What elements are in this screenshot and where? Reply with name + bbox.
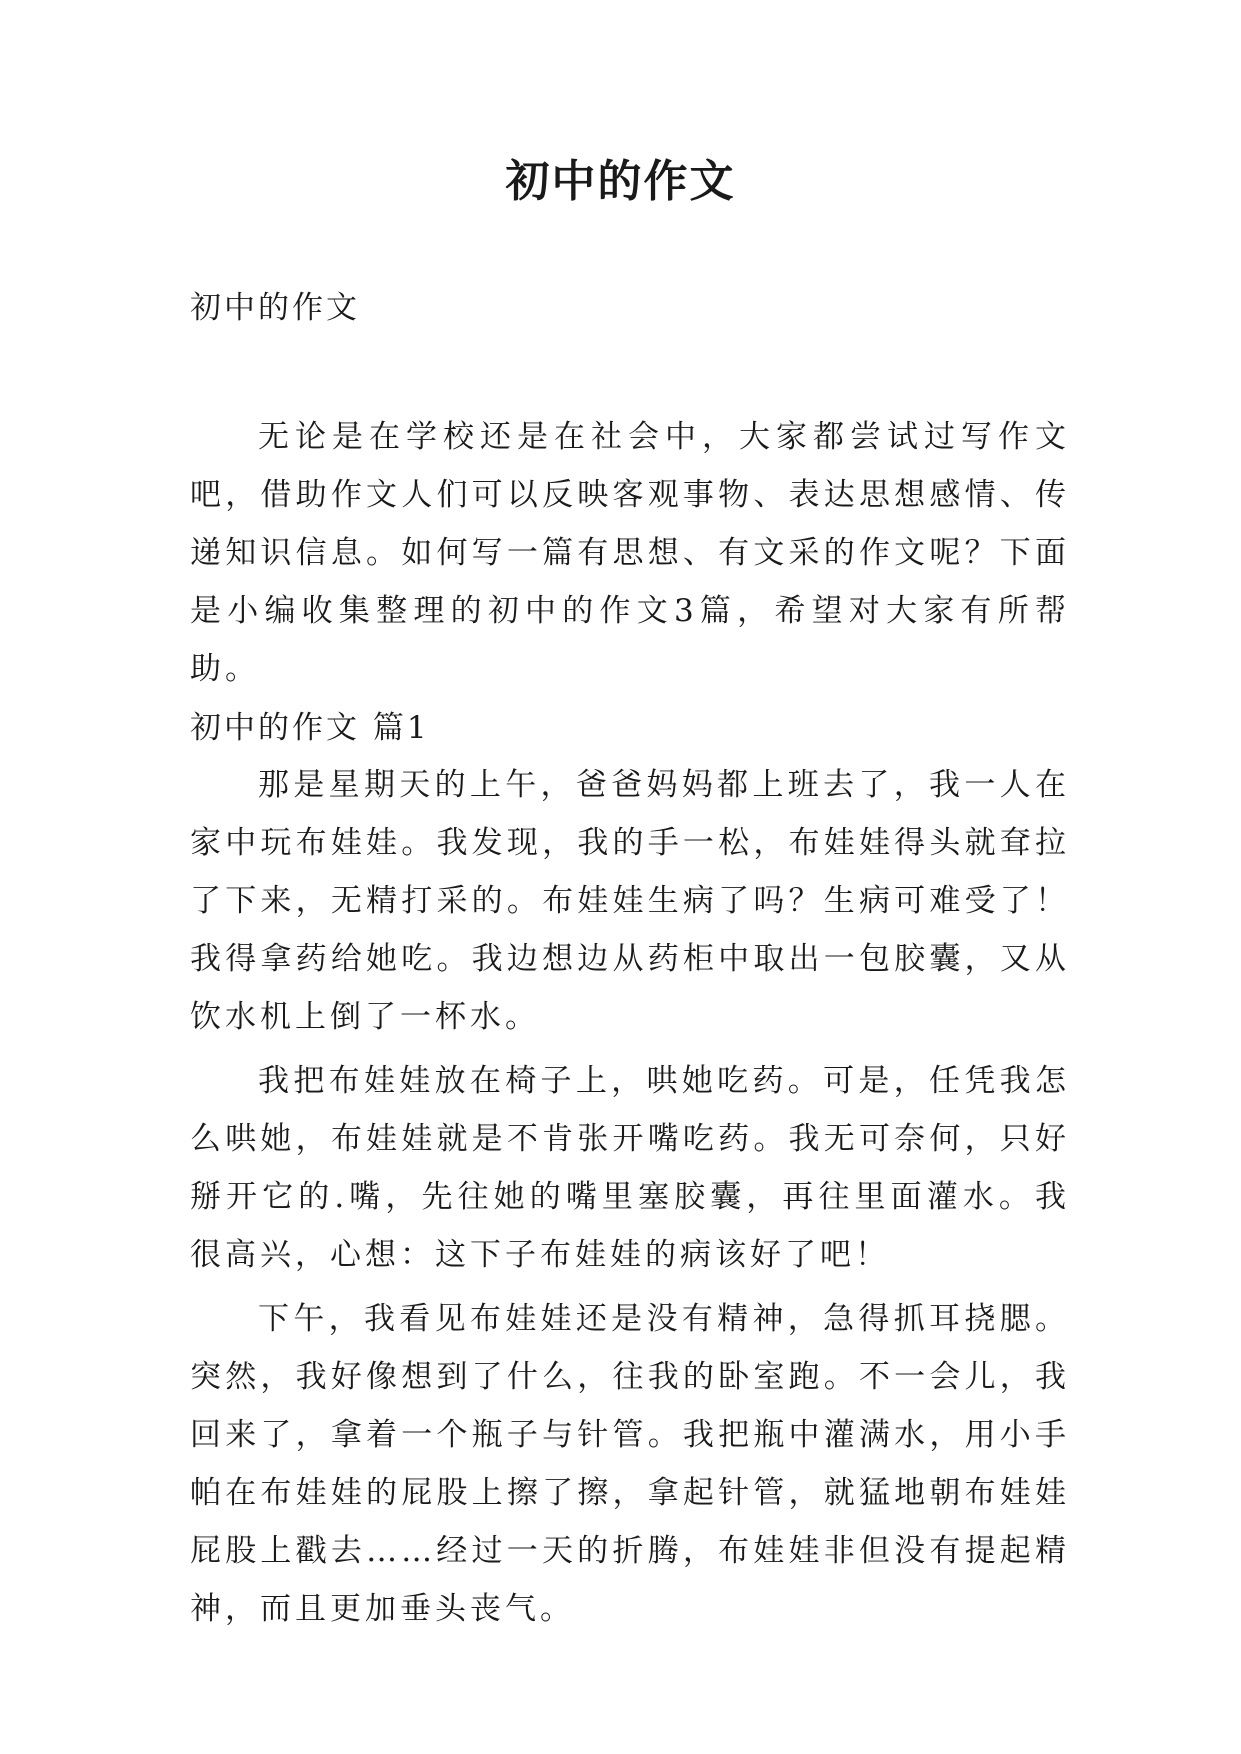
body-paragraph: 那是星期天的上午，爸爸妈妈都上班去了，我一人在家中玩布娃娃。我发现，我的手一松，布娃娃得头就耷拉了下来，无精打采的。布娃娃生病了吗？生病可难受了！我得拿药给她吃。我边想边从药柜中取出一包胶囊，又从饮水机上倒了一杯水。 bbox=[190, 767, 1070, 1035]
section-heading: 初中的作文 篇1 bbox=[190, 710, 430, 746]
page-title: 初中的作文 bbox=[505, 156, 736, 207]
document-body bbox=[190, 408, 1070, 1638]
intro-paragraph: 无论是在学校还是在社会中，大家都尝试过写作文吧，借助作文人们可以反映客观事物、表达思想感情、传递知识信息。如何写一篇有思想、有文采的作文呢？下面是小编收集整理的初中的作文3篇，希望对大家有所帮助。 bbox=[190, 419, 1070, 687]
body-paragraph: 下午，我看见布娃娃还是没有精神，急得抓耳挠腮。突然，我好像想到了什么，往我的卧室跑。不一会儿，我回来了，拿着一个瓶子与针管。我把瓶中灌满水，用小手帕在布娃娃的屁股上擦了擦，拿起针管，就猛地朝布娃娃屁股上戳去……经过一天的折腾，布娃娃非但没有提起精神，而且更加垂头丧气。 bbox=[190, 1301, 1070, 1627]
body-paragraph: 我把布娃娃放在椅子上，哄她吃药。可是，任凭我怎么哄她，布娃娃就是不肯张开嘴吃药。我无可奈何，只好掰开它的.嘴，先往她的嘴里塞胶囊，再往里面灌水。我很高兴，心想：这下子布娃娃的病该好了吧！ bbox=[190, 1063, 1070, 1273]
document-subtitle: 初中的作文 bbox=[190, 290, 360, 326]
